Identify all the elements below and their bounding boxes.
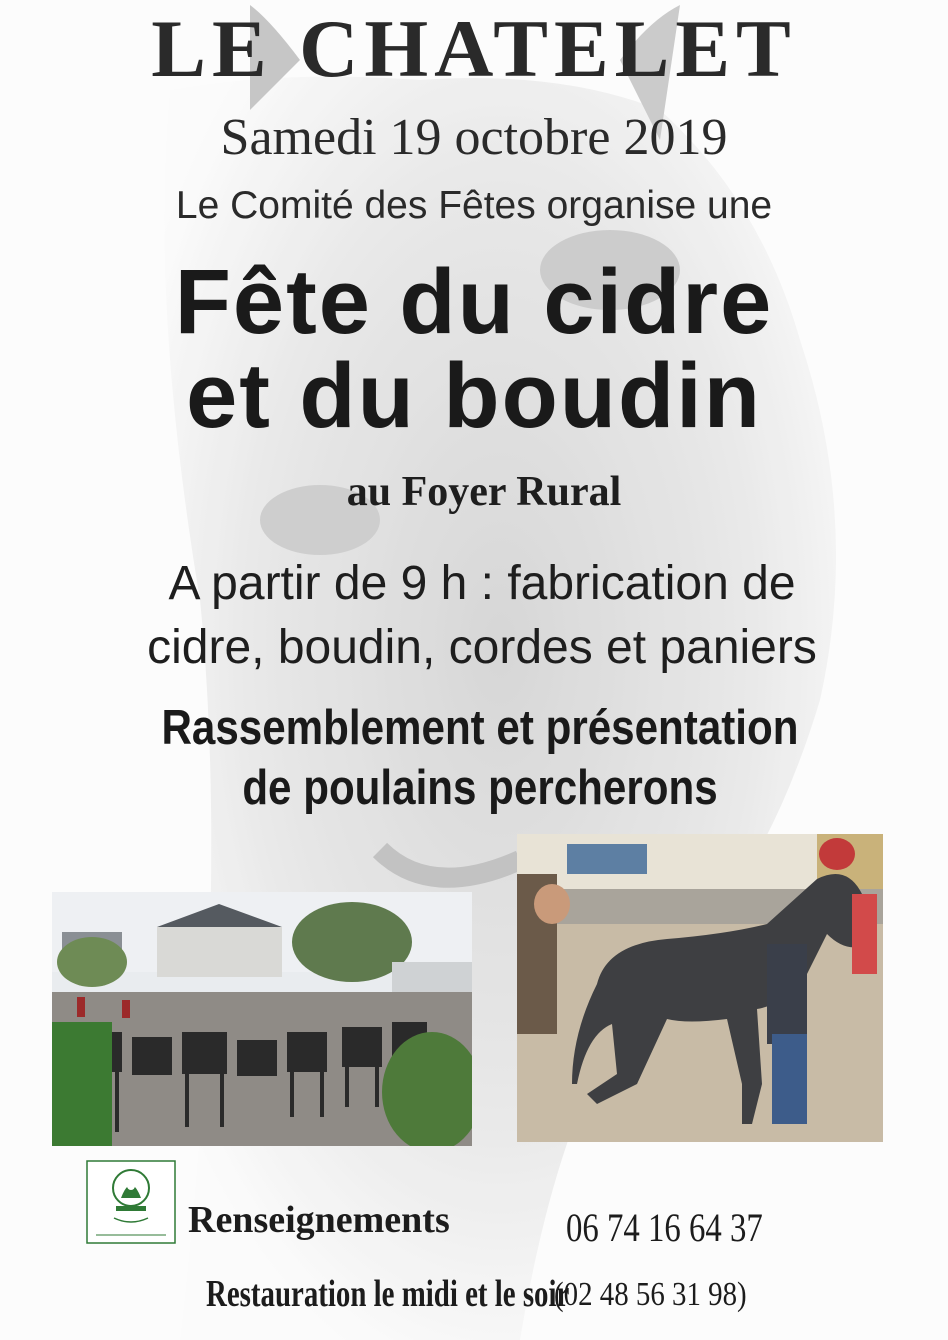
meals-phone: (02 48 56 31 98) xyxy=(554,1276,747,1313)
event-date: Samedi 19 octobre 2019 xyxy=(220,109,728,166)
town-heading: LE CHATELET xyxy=(151,3,797,94)
foals-lineup-photo xyxy=(52,892,472,1146)
venue: au Foyer Rural xyxy=(346,469,622,515)
organizer-line: Le Comité des Fêtes organise une xyxy=(175,184,773,227)
horses-line-2: de poulains percherons xyxy=(242,761,718,815)
event-title-line-1: Fête du cidre xyxy=(174,251,774,353)
activities-line-1: A partir de 9 h : fabrication de xyxy=(168,557,796,610)
info-phone: 06 74 16 64 37 xyxy=(566,1205,763,1250)
grey-foal-photo xyxy=(517,834,883,1142)
info-label: Renseignements xyxy=(188,1199,450,1241)
horses-line-1: Rassemblement et présentation xyxy=(161,701,799,755)
event-title-line-2: et du boudin xyxy=(186,345,762,447)
village-logo xyxy=(86,1160,176,1244)
activities-line-2: cidre, boudin, cordes et paniers xyxy=(147,621,817,674)
meals-label: Restauration le midi et le soir xyxy=(206,1273,570,1315)
